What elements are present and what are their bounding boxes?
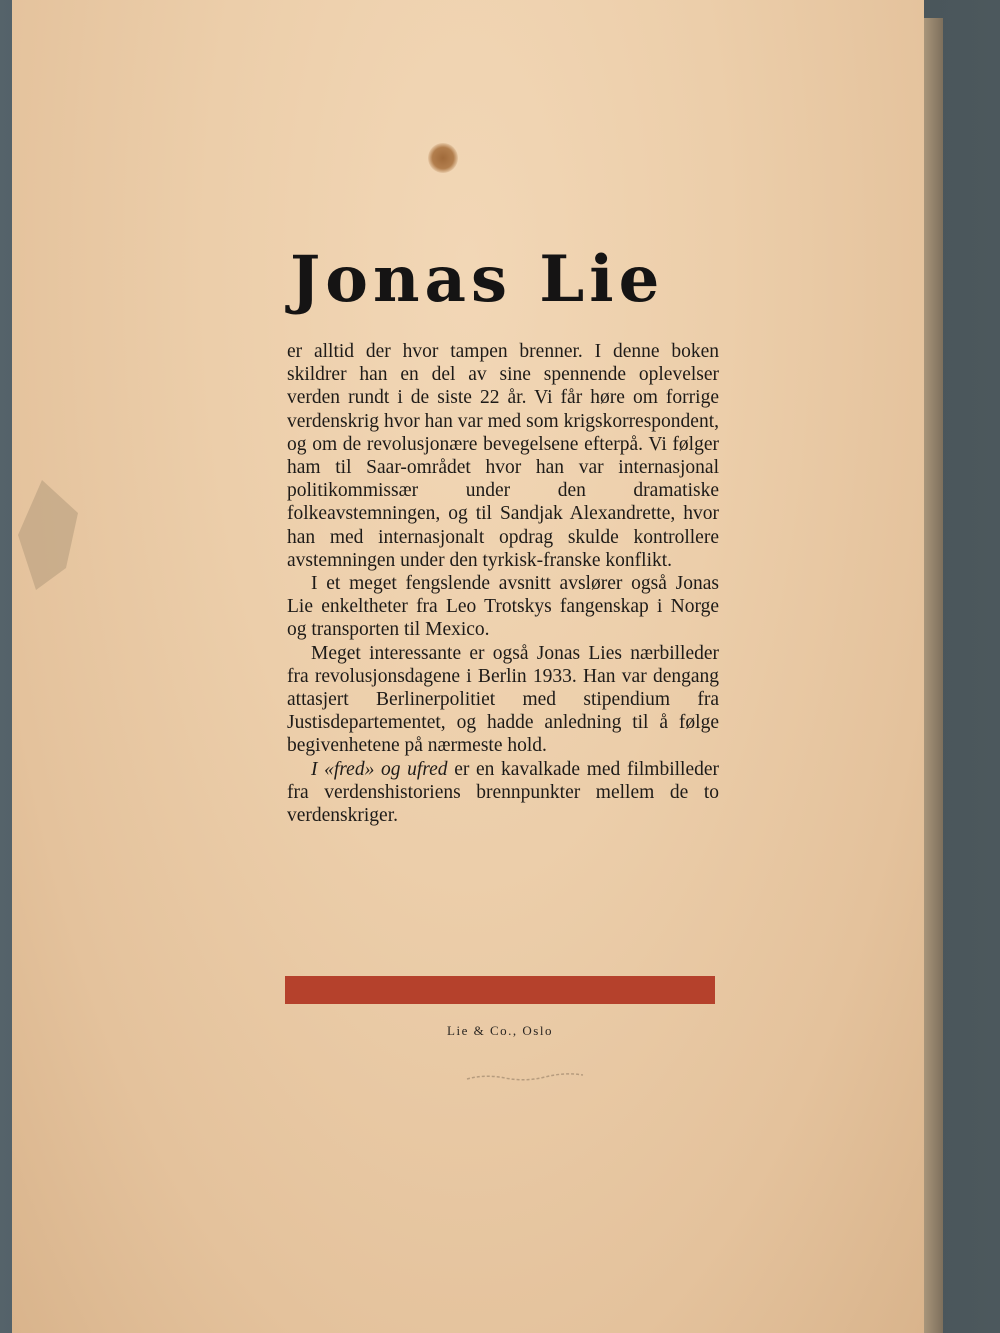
book-title-italic: I «fred» og ufred — [311, 758, 448, 780]
blurb-paragraph-3 — [287, 642, 719, 758]
blurb-text-span: er en kavalkade med filmbilleder fra verdenshistoriens brennpunkter mellem de to verdenskriger. — [287, 758, 720, 827]
blurb-text-span: er alltid der hvor tampen brenner. I denne boken skildrer han en del av sine spennende oplevelser verden rundt i de siste 22 år. Vi får høre om forrige verdenskrig hvor han var med som krigskorrespondent, og om de revolusjonære bevegelsene efterpå. Vi følger ham til Saar-området hvor han var internasjonal politikommissær under den dramatiske folkeavstemningen, og til Sandjak Alexandrette, hvor han med internasjonalt opdrag skulde kontrollere avstemningen under den tyrkisk-franske konflikt. — [287, 341, 719, 571]
blurb-paragraph-4 — [287, 758, 719, 828]
stain-spot — [428, 143, 458, 173]
author-title: Jonas Lie — [290, 242, 665, 317]
blurb-text-span: I et meget fengslende avsnitt avslører også Jonas Lie enkeltheter fra Leo Trotskys fangenskap i Norge og transporten til Mexico. — [287, 573, 719, 641]
publisher-imprint: Lie & Co., Oslo — [447, 1023, 553, 1038]
blurb-text — [287, 340, 719, 827]
red-rule — [285, 976, 715, 1004]
faint-pencil-mark — [465, 1070, 585, 1084]
blurb-paragraph-2 — [287, 572, 719, 642]
blurb-paragraph-1 — [287, 340, 719, 572]
blurb-text-span: Meget interessante er også Jonas Lies nærbilleder fra revolusjonsdagene i Berlin 1933. Han var dengang attasjert Berlinerpolitiet med stipendium fra Justisdepartementet, og hadde anledning til å følge begivenhetene på nærmeste hold. — [287, 642, 719, 757]
